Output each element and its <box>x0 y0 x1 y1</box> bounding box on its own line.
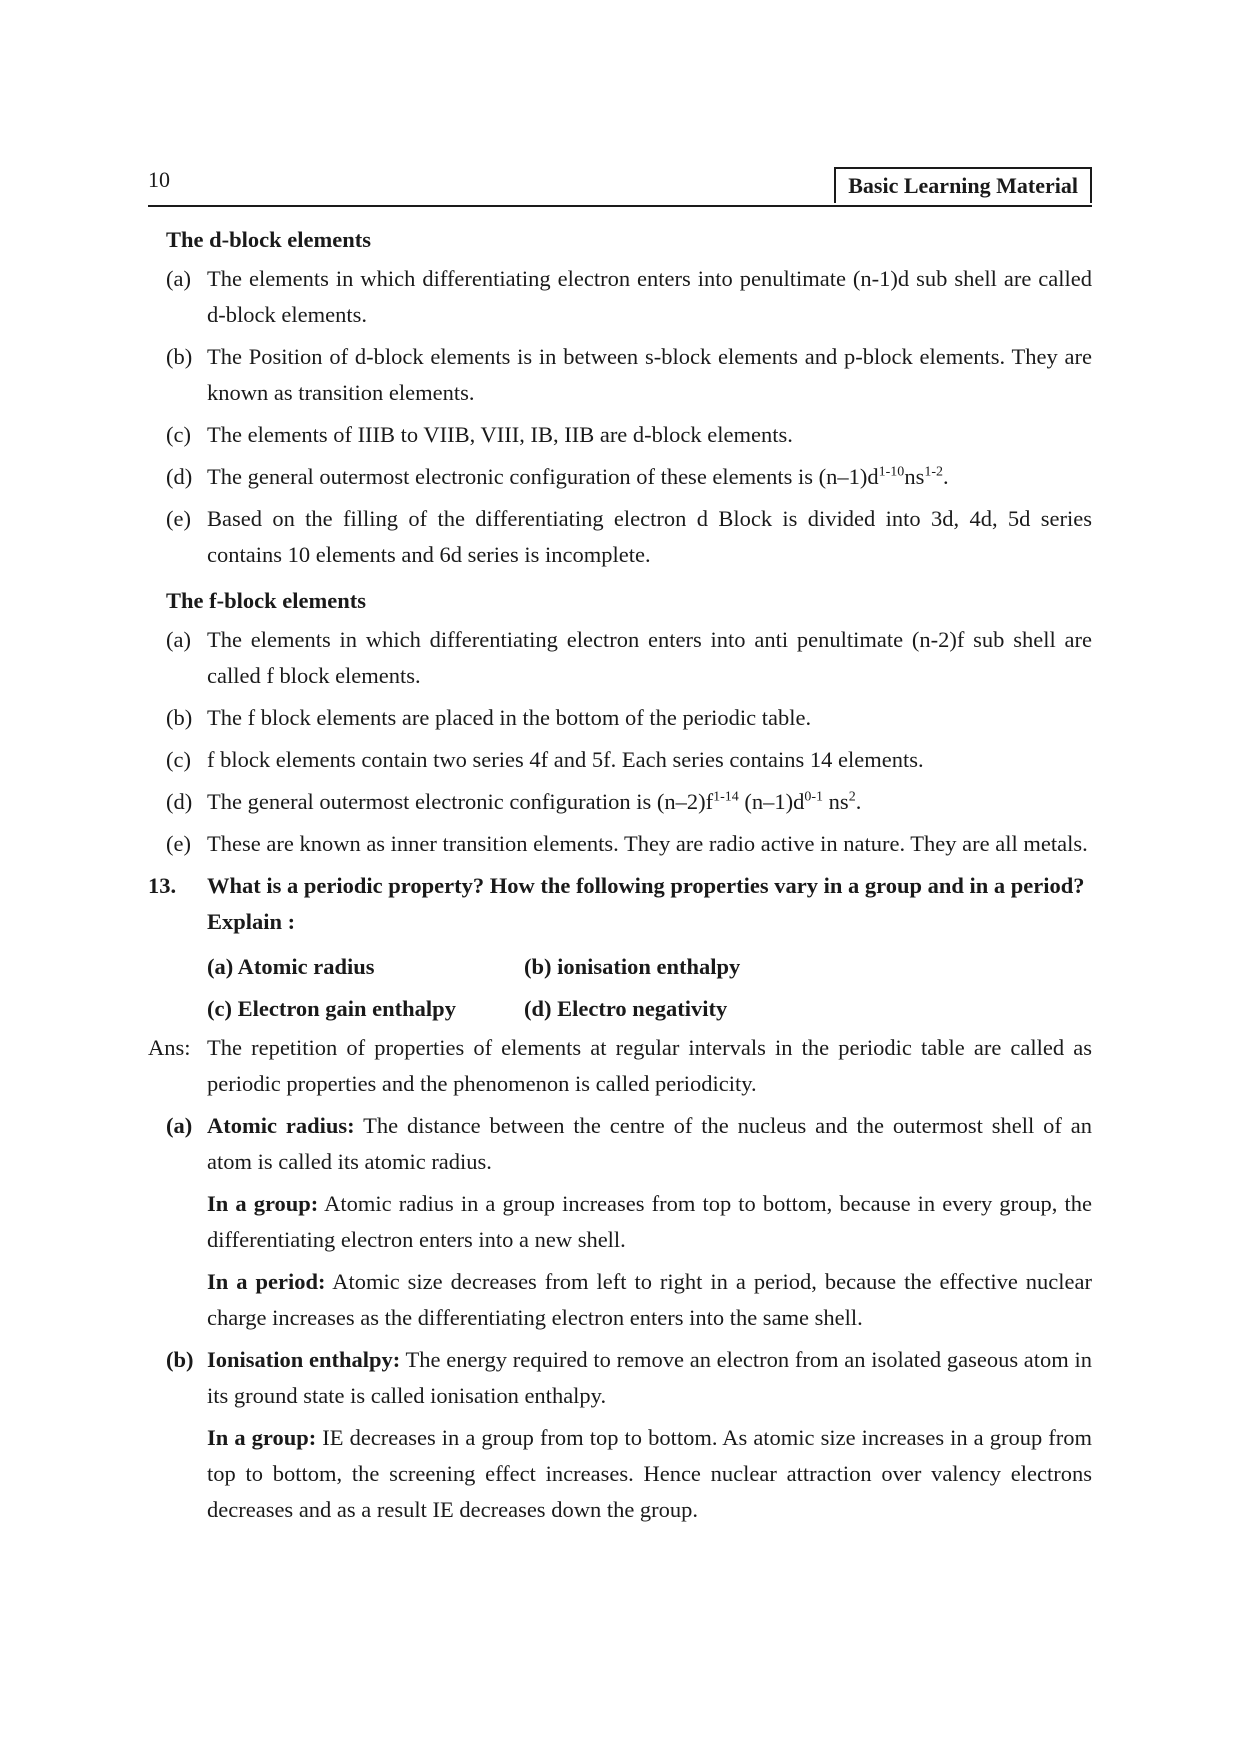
term: Ionisation enthalpy: <box>207 1347 401 1372</box>
list-item <box>148 700 1092 736</box>
list-item <box>148 742 1092 778</box>
option-c: (c) Electron gain enthalpy <box>207 996 456 1021</box>
item-text: Based on the filling of the differentiating electron d Block is divided into 3d, 4d, 5d series contains 10 elements and 6d series is incomplete. <box>207 506 1092 567</box>
superscript: 0-1 <box>804 789 824 805</box>
answer-a-group <box>148 1186 1092 1258</box>
definition-text: The energy required to remove an electron from an isolated gaseous atom in its ground state is called ionisation enthalpy. <box>207 1347 1092 1408</box>
item-label: (e) <box>166 831 191 856</box>
d-block-heading: The d-block elements <box>166 227 371 252</box>
list-item <box>148 826 1092 862</box>
item-text: The elements in which differentiating electron enters into anti penultimate (n-2)f sub shell are called f block elements. <box>207 627 1092 688</box>
superscript: 1-2 <box>924 464 943 480</box>
answer-text: The repetition of properties of elements at regular intervals in the periodic table are called as periodic properties and the phenomenon is called periodicity. <box>207 1035 1092 1096</box>
question-text: What is a periodic property? How the following properties vary in a group and in a period? Explain : <box>207 873 1085 934</box>
paragraph-text: Atomic size decreases from left to right in a period, because the effective nuclear charge increases as the differentiating electron enters into the same shell. <box>207 1269 1092 1330</box>
header-title: Basic Learning Material <box>834 167 1092 203</box>
item-text: ns <box>904 464 925 489</box>
question-13 <box>148 868 1092 940</box>
f-block-heading: The f-block elements <box>166 588 366 613</box>
answer-intro <box>148 1030 1092 1102</box>
item-text: . <box>943 464 949 489</box>
list-item <box>148 417 1092 453</box>
option-d: (d) Electro negativity <box>524 996 728 1021</box>
item-text: The Position of d-block elements is in between s-block elements and p-block elements. They are known as transition elements. <box>207 344 1092 405</box>
option-a: (a) Atomic radius <box>207 954 375 979</box>
list-item <box>148 622 1092 694</box>
question-number: 13. <box>148 873 177 898</box>
list-item <box>148 501 1092 573</box>
item-label: (d) <box>166 789 193 814</box>
answer-part-a <box>148 1108 1092 1180</box>
paragraph-text: Atomic radius in a group increases from top to bottom, because in every group, the differentiating electron enters into a new shell. <box>207 1191 1093 1252</box>
item-text: The elements of IIIB to VIIB, VIII, IB, IIB are d-block elements. <box>207 422 793 447</box>
item-text: . <box>855 789 862 814</box>
page-number: 10 <box>148 167 170 192</box>
item-text: The general outermost electronic configuration is (n–2)f <box>207 789 714 814</box>
superscript: 2 <box>848 789 856 805</box>
superscript: 1-14 <box>713 789 739 805</box>
item-label: (e) <box>166 506 191 531</box>
item-text: These are known as inner transition elements. They are radio active in nature. They are all metals. <box>207 831 1088 856</box>
item-label: (c) <box>166 747 191 772</box>
item-text: The general outermost electronic configuration of these elements is (n–1)d <box>207 464 879 489</box>
item-text: The f block elements are placed in the bottom of the periodic table. <box>207 705 812 730</box>
answer-part-b <box>148 1342 1092 1414</box>
term: Atomic radius: <box>207 1113 355 1138</box>
list-item <box>148 459 1092 495</box>
item-label: (a) <box>166 1113 193 1138</box>
item-label: (a) <box>166 266 191 291</box>
answer-b-group <box>148 1420 1092 1528</box>
item-label: (b) <box>166 1347 194 1372</box>
definition-text: The distance between the centre of the nucleus and the outermost shell of an atom is called its atomic radius. <box>207 1113 1092 1174</box>
list-item <box>148 339 1092 411</box>
paragraph-text: IE decreases in a group from top to bottom. As atomic size increases in a group from top to bottom, the screening effect increases. Hence nuclear attraction over valency electrons decreases and as a result IE decreases down the group. <box>207 1425 1092 1522</box>
page-content <box>148 218 1092 1534</box>
list-item <box>148 261 1092 333</box>
item-text: f block elements contain two series 4f and 5f. Each series contains 14 elements. <box>207 747 924 772</box>
question-options <box>148 946 1092 1030</box>
item-text: The elements in which differentiating electron enters into penultimate (n-1)d sub shell are called d-block elements. <box>207 266 1092 327</box>
subheading: In a group: <box>207 1191 319 1216</box>
item-text: (n–1)d <box>738 789 805 814</box>
item-label: (a) <box>166 627 191 652</box>
option-b: (b) ionisation enthalpy <box>524 954 741 979</box>
list-item <box>148 784 1092 820</box>
item-text: ns <box>823 789 849 814</box>
item-label: (d) <box>166 464 193 489</box>
item-label: (b) <box>166 705 193 730</box>
item-label: (c) <box>166 422 191 447</box>
answer-label: Ans: <box>148 1035 191 1060</box>
answer-a-period <box>148 1264 1092 1336</box>
subheading: In a period: <box>207 1269 326 1294</box>
page-header <box>148 163 1092 207</box>
subheading: In a group: <box>207 1425 317 1450</box>
item-label: (b) <box>166 344 193 369</box>
superscript: 1-10 <box>878 464 905 480</box>
